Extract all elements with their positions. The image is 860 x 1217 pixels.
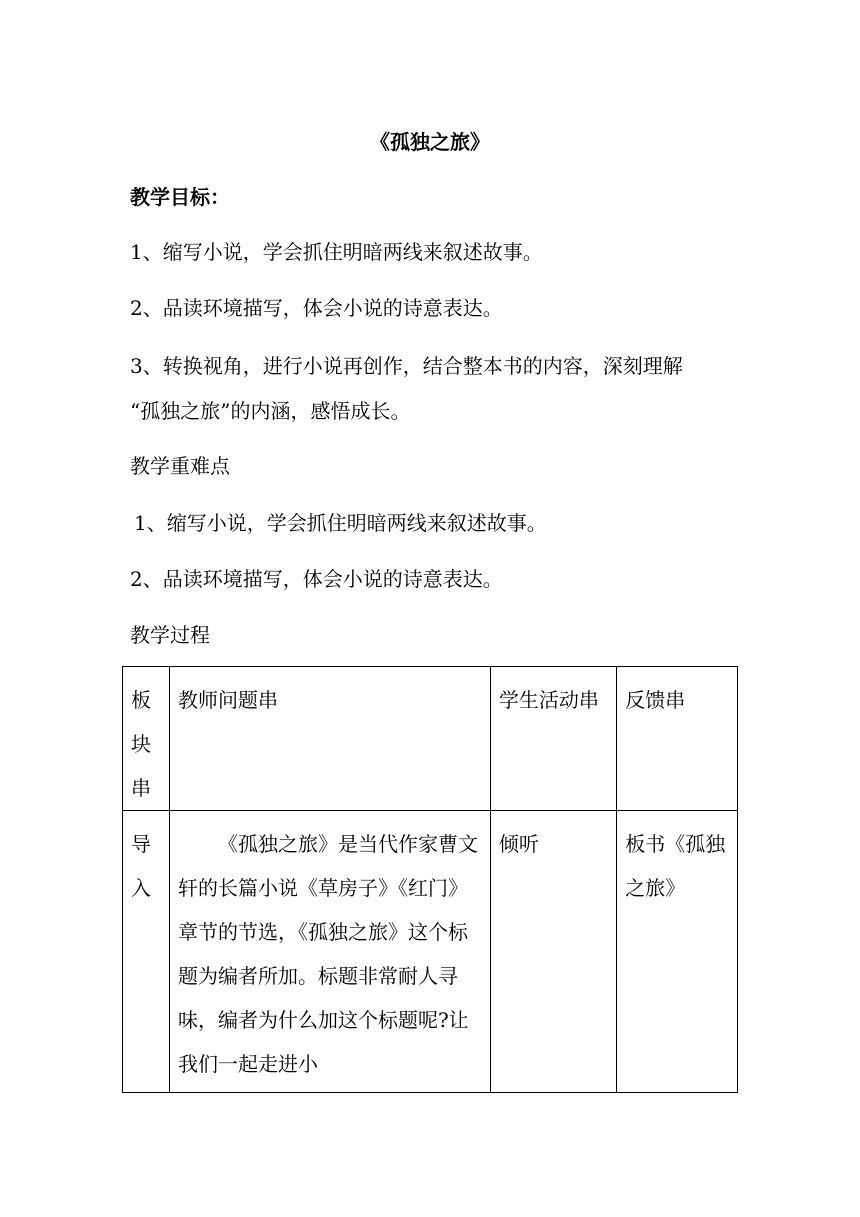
document-title: 《孤独之旅》 [370,130,490,154]
table-row [123,811,738,1093]
teaching-process-table [122,666,738,1093]
cell-student-activities: 倾听 [490,811,616,1093]
cell-teacher-questions: 《孤独之旅》是当代作家曹文轩的长篇小说《草房子》《红门》章节的节选，《孤独之旅》这个标题为编者所加。标题非常耐人寻味，编者为什么加这个标题呢?让我们一起走进小 [169,811,490,1093]
header-feedback: 反馈串 [617,667,738,811]
cell-section: 导入 [123,811,170,1093]
table-header-row [123,667,738,811]
objective-item-3: 3、转换视角，进行小说再创作，结合整本书的内容，深刻理解 [130,354,683,378]
header-teacher-questions: 教师问题串 [169,667,490,811]
header-section: 板块串 [123,667,170,811]
cell-feedback: 板书《孤独之旅》 [617,811,738,1093]
header-student-activities: 学生活动串 [490,667,616,811]
key-point-item-2: 2、品读环境描写，体会小说的诗意表达。 [130,567,503,591]
objectives-heading: 教学目标： [130,185,230,209]
objective-item-2: 2、品读环境描写，体会小说的诗意表达。 [130,296,503,320]
objective-item-1: 1、缩写小说，学会抓住明暗两线来叙述故事。 [130,240,543,264]
key-point-item-1: 1、缩写小说，学会抓住明暗两线来叙述故事。 [134,511,547,535]
key-points-heading: 教学重难点 [130,454,230,478]
objective-item-3-continued: “孤独之旅”的内涵，感悟成长。 [130,399,411,423]
process-heading: 教学过程 [130,623,210,647]
